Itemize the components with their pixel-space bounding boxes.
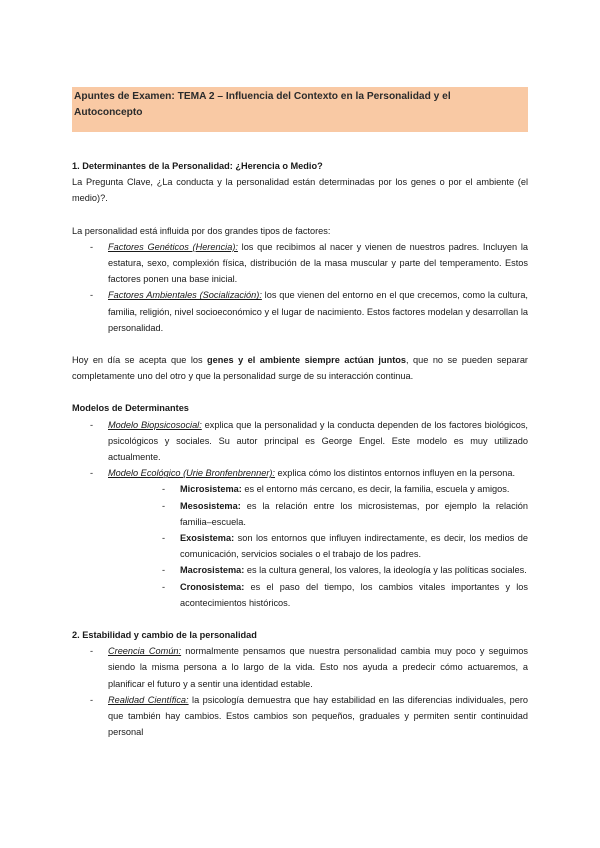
- key-question: La Pregunta Clave, ¿La conducta y la personalidad están determinadas por los genes o por el ambiente (el medio)?.: [72, 177, 528, 204]
- list-item: - Mesosistema: es la relación entre los microsistemas, por ejemplo la relación familia–escuela.: [108, 498, 528, 530]
- term-label: Realidad Científica:: [108, 694, 189, 705]
- list-item: - Factores Genéticos (Herencia): los que recibimos al nacer y vienen de nuestros padres. Incluyen la estatura, sexo, complexión física, distribución de la masa muscular y parte del temperamento. Estos factores ponen una base inicial.: [72, 239, 528, 288]
- list-item: - Creencia Común: normalmente pensamos que nuestra personalidad cambia muy poco y seguimos siendo la misma persona a lo largo de la vida. Esto nos ayuda a predecir cómo actuaremos, a planificar el futuro y a sentir una identidad estable.: [72, 643, 528, 692]
- list-item: - Exosistema: son los entornos que influyen indirectamente, es decir, los medios de comunicación, servicios sociales o el trabajo de los padres.: [108, 530, 528, 562]
- models-list: [72, 417, 528, 611]
- term-label: Factores Ambientales (Socialización):: [108, 290, 262, 301]
- term-label: Creencia Común:: [108, 646, 182, 657]
- list-item: - Cronosistema: es el paso del tiempo, los cambios vitales importantes y los acontecimientos históricos.: [108, 579, 528, 611]
- list-item: - Modelo Biopsicosocial: explica que la personalidad y la conducta dependen de los factores biológicos, psicológicos y sociales. Su autor principal es George Engel. Este modelo es muy utilizado actualmente.: [72, 417, 528, 466]
- summary-paragraph: Hoy en día se acepta que los genes y el ambiente siempre actúan juntos, que no se pueden separar completamente uno del otro y que la personalidad surge de su interacción continua.: [72, 355, 528, 382]
- list-item: - Realidad Científica: la psicología demuestra que hay estabilidad en las diferencias individuales, pero que también hay cambios. Estos cambios son pequeños, graduales y permiten sentir continuidad personal: [72, 692, 528, 741]
- term-label: Modelo Biopsicosocial:: [108, 419, 202, 430]
- document-title: Apuntes de Examen: TEMA 2 – Influencia del Contexto en la Personalidad y el Autoconcepto: [74, 91, 451, 118]
- document-body: [72, 158, 528, 741]
- section-1-heading: 1. Determinantes de la Personalidad: ¿Herencia o Medio?: [72, 161, 323, 171]
- factors-intro: La personalidad está influida por dos grandes tipos de factores:: [72, 225, 331, 236]
- list-item: - Factores Ambientales (Socialización): los que vienen del entorno en el que crecemos, como la cultura, familia, religión, nivel socioeconómico y el lugar de nacimiento. Estos factores modelan y desarrollan la personalidad.: [72, 287, 528, 336]
- list-item: - Microsistema: es el entorno más cercano, es decir, la familia, escuela y amigos.: [108, 481, 528, 497]
- stability-list: [72, 643, 528, 740]
- systems-list: [108, 481, 528, 611]
- term-label: Modelo Ecológico (Urie Bronfenbrenner):: [108, 468, 275, 479]
- list-item: - Macrosistema: es la cultura general, los valores, la ideología y las políticas sociales.: [108, 562, 528, 578]
- term-label: Factores Genéticos (Herencia):: [108, 241, 238, 252]
- factors-list: [72, 239, 528, 336]
- section-2-heading: 2. Estabilidad y cambio de la personalidad: [72, 630, 257, 641]
- list-item: - Modelo Ecológico (Urie Bronfenbrenner): explica cómo los distintos entornos influyen en la persona. - Microsistema: es el entorno más cercano, es decir, la familia, escuela y amigos. - Mesosistema: es la relación entre los microsistemas, por ejemplo la relación familia–escuela. - Exosistema: son los entornos que influyen indirectamente, es decir, los medios de comunicación, servicios sociales o el trabajo de los padres. - Macrosistema: es la cultura general, los valores, la ideología y las políticas sociales. - Cronosistema: es el paso del tiempo, los cambios vitales importantes y los acontecimientos históricos.: [72, 465, 528, 611]
- models-heading: Modelos de Determinantes: [72, 403, 189, 414]
